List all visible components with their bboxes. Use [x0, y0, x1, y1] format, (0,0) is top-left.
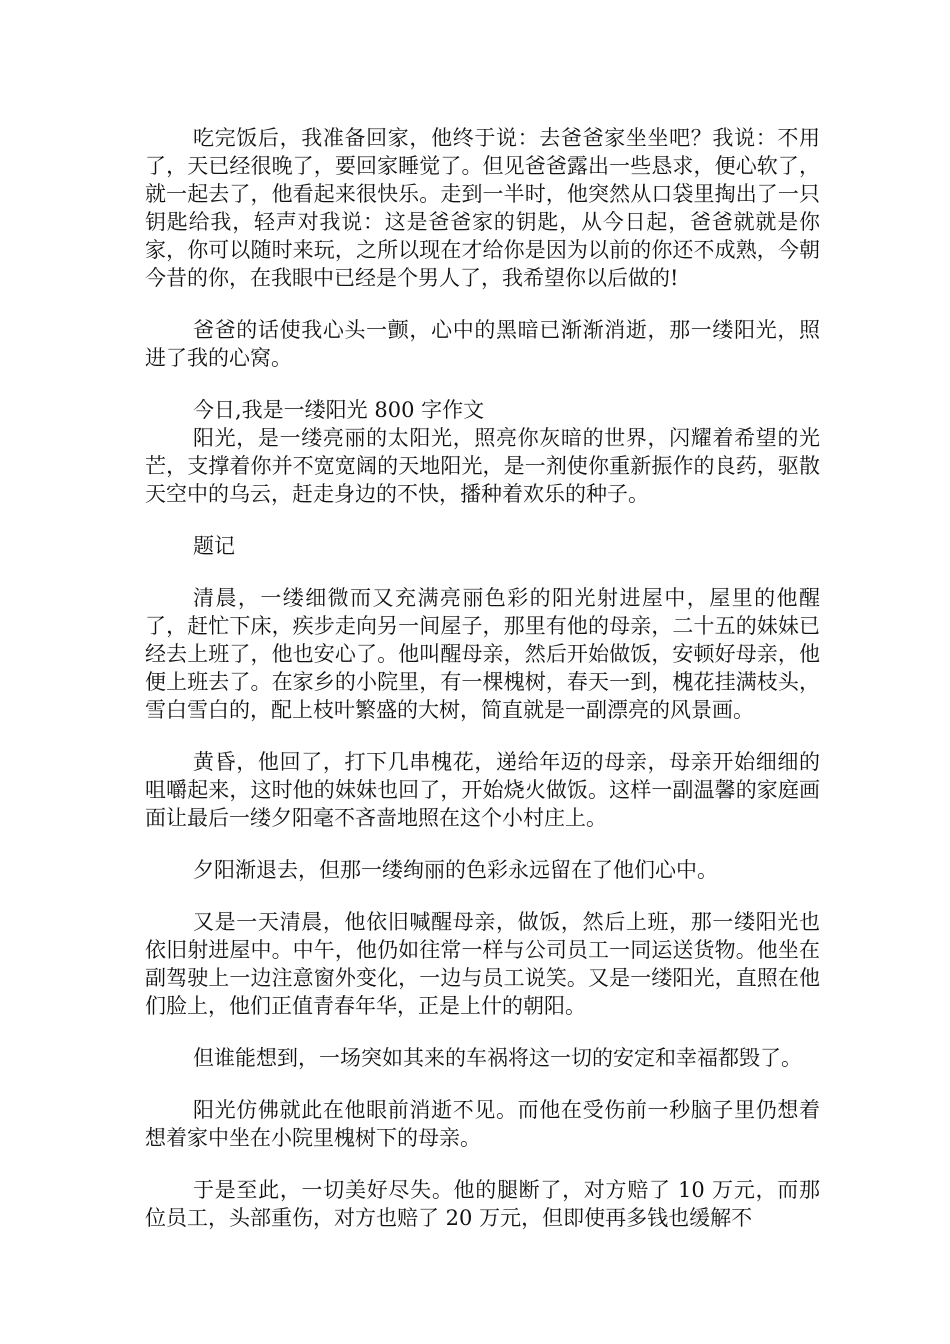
epigraph-label: 题记: [193, 534, 235, 558]
essay-title: 今日,我是一缕阳光 800 字作文: [193, 398, 485, 422]
document-body: [145, 124, 820, 1256]
paragraph-father-words: 爸爸的话使我心头一颤，心中的黑暗已渐渐消逝，那一缕阳光，照进了我的心窝。: [145, 318, 820, 370]
paragraph-morning: 清晨，一缕细微而又充满亮丽色彩的阳光射进屋中，屋里的他醒了，赶忙下床，疾步走向另一间屋子，那里有他的母亲，二十五的妹妹已经去上班了，他也安心了。他叫醒母亲，然后开始做饭，安顿好母亲，他便上班去了。在家乡的小院里，有一棵槐树，春天一到，槐花挂满枝头，雪白雪白的，配上枝叶繁盛的大树，简直就是一副漂亮的风景画。: [145, 586, 820, 722]
paragraph-another-morning: 又是一天清晨，他依旧喊醒母亲，做饭，然后上班，那一缕阳光也依旧射进屋中。中午，他仍如往常一样与公司员工一同运送货物。他坐在副驾驶上一边注意窗外变化，一边与员工说笑。又是一缕阳光，直照在他们脸上，他们正值青春年华，正是上什的朝阳。: [145, 910, 820, 1018]
paragraph-sunset: 夕阳渐退去，但那一缕绚丽的色彩永远留在了他们心中。: [193, 858, 718, 882]
paragraph-sunlight-vanish: 阳光仿佛就此在他眼前消逝不见。而他在受伤前一秒脑子里仍想着想着家中坐在小院里槐树下的母亲。: [145, 1098, 820, 1150]
paragraph-aftermath: 于是至此，一切美好尽失。他的腿断了，对方赔了 10 万元，而那位员工，头部重伤，对方也赔了 20 万元，但即使再多钱也缓解不: [145, 1178, 820, 1230]
paragraph-accident: 但谁能想到，一场突如其来的车祸将这一切的安定和幸福都毁了。: [193, 1046, 802, 1070]
paragraph-dinner-key: 吃完饭后，我准备回家，他终于说：去爸爸家坐坐吧？我说：不用了，天已经很晚了，要回家睡觉了。但见爸爸露出一些恳求，便心软了，就一起去了，他看起来很快乐。走到一半时，他突然从口袋里掏出了一只钥匙给我，轻声对我说：这是爸爸家的钥匙，从今日起，爸爸就就是你家，你可以随时来玩，之所以现在才给你是因为以前的你还不成熟，今朝今昔的你，在我眼中已经是个男人了，我希望你以后做的!: [145, 126, 820, 290]
paragraph-sunlight-intro: 阳光，是一缕亮丽的太阳光，照亮你灰暗的世界，闪耀着希望的光芒，支撑着你并不宽宽阔的天地阳光，是一剂使你重新振作的良药，驱散天空中的乌云，赶走身边的不快，播种着欢乐的种子。: [145, 426, 820, 506]
paragraph-dusk: 黄昏，他回了，打下几串槐花，递给年迈的母亲，母亲开始细细的咀嚼起来，这时他的妹妹也回了，开始烧火做饭。这样一副温馨的家庭画面让最后一缕夕阳毫不吝啬地照在这个小村庄上。: [145, 750, 820, 830]
